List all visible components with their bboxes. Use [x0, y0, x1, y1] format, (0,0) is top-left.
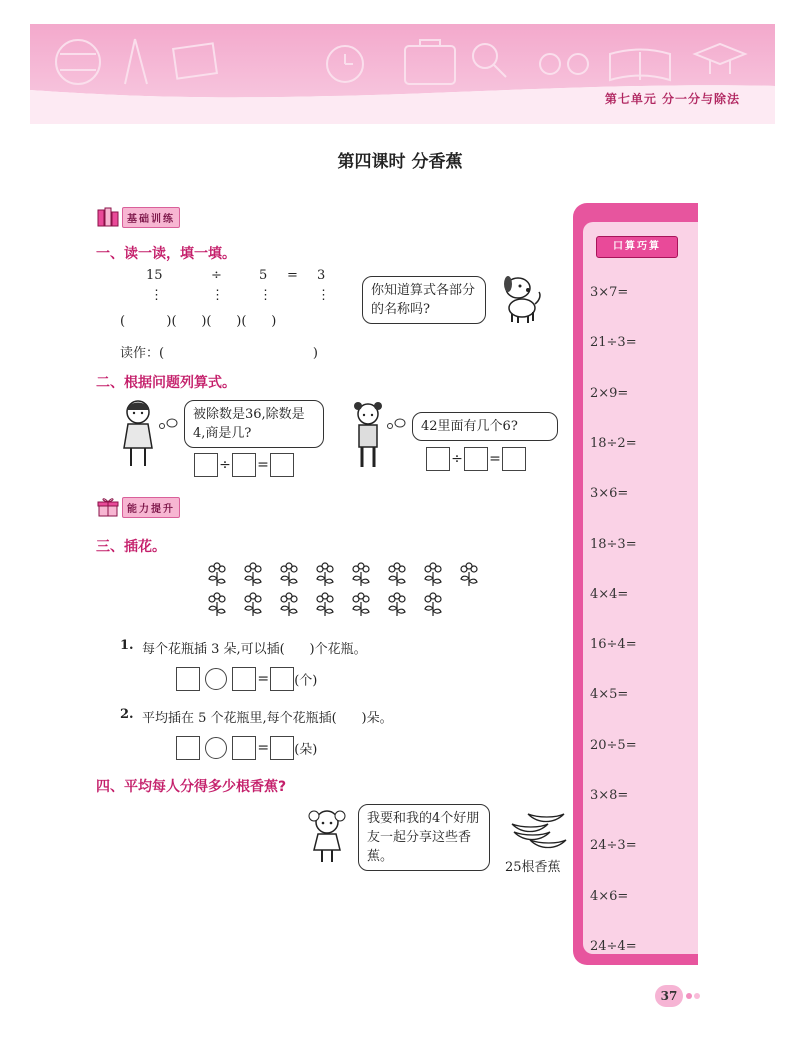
s2-right-bubble: 42里面有几个6?	[412, 412, 558, 441]
flower-icon	[242, 590, 264, 618]
div-sign: ÷	[451, 451, 463, 467]
flower-icon	[206, 590, 228, 618]
girl-icon	[350, 400, 386, 472]
banana-count-label: 25根香蕉	[505, 860, 561, 875]
q2-number: 2.	[120, 707, 134, 722]
flower-icon	[314, 560, 336, 588]
answer-box[interactable]	[194, 453, 218, 477]
s1-dots-1: ⋮	[150, 288, 163, 303]
operator-circle[interactable]	[205, 668, 227, 690]
s1-read-as[interactable]: 读作：( )	[120, 346, 318, 361]
s1-eq-sign: =	[287, 268, 298, 283]
answer-box[interactable]	[270, 453, 294, 477]
advanced-label: 能力提升	[122, 497, 180, 518]
sidebar-equation: 4×6=	[590, 889, 629, 904]
s1-dots-4: ⋮	[317, 288, 330, 303]
sidebar-equation: 21÷3=	[590, 335, 637, 350]
sidebar-equation: 3×6=	[590, 486, 629, 501]
eq-sign: =	[257, 457, 269, 473]
q2-unit: (朵)	[294, 742, 318, 758]
q1-unit: (个)	[294, 673, 318, 689]
flower-icon	[242, 560, 264, 588]
eq-sign: =	[257, 740, 270, 756]
advanced-badge	[96, 496, 180, 518]
thought-dots-icon	[158, 416, 178, 430]
header-illustration	[30, 24, 775, 124]
answer-box[interactable]	[232, 736, 256, 760]
sidebar-equation: 18÷3=	[590, 537, 637, 552]
sidebar-equation: 4×4=	[590, 587, 629, 602]
girl-icon	[306, 806, 348, 864]
flower-icon	[422, 590, 444, 618]
flower-icon	[350, 590, 372, 618]
answer-box[interactable]	[502, 447, 526, 471]
sidebar-equation: 16÷4=	[590, 637, 637, 652]
section1-title: 一、读一读，填一填。	[96, 246, 236, 262]
s1-quotient: 3	[317, 268, 326, 283]
q1-text: 每个花瓶插 3 朵,可以插( )个花瓶。	[142, 642, 367, 657]
q1-equation	[176, 667, 317, 691]
s4-speech-bubble: 我要和我的4个好朋友一起分享这些香蕉。	[358, 804, 490, 871]
operator-circle[interactable]	[205, 737, 227, 759]
lesson-title: 第四课时 分香蕉	[337, 152, 463, 172]
thought-dots-icon	[386, 416, 406, 430]
dog-icon	[498, 270, 542, 324]
s1-dividend: 15	[146, 268, 163, 283]
div-sign: ÷	[219, 457, 231, 473]
s1-speech-bubble: 你知道算式各部分的名称吗?	[362, 276, 486, 324]
s1-divisor: 5	[259, 268, 268, 283]
flower-icon	[350, 560, 372, 588]
sidebar-equation: 3×7=	[590, 285, 629, 300]
answer-box[interactable]	[232, 667, 256, 691]
answer-box[interactable]	[426, 447, 450, 471]
q1-number: 1.	[120, 638, 134, 653]
answer-box[interactable]	[232, 453, 256, 477]
sidebar-equation: 20÷5=	[590, 738, 637, 753]
flower-icon	[206, 560, 228, 588]
sidebar-equation: 4×5=	[590, 687, 629, 702]
answer-box[interactable]	[176, 736, 200, 760]
eq-sign: =	[489, 451, 501, 467]
flower-icon	[422, 560, 444, 588]
girl-icon	[118, 398, 158, 470]
s2-right-equation	[426, 447, 526, 471]
s1-div-sign: ÷	[211, 268, 222, 283]
flowers-group	[200, 560, 500, 624]
q2-equation	[176, 736, 317, 760]
sidebar-equation: 24÷3=	[590, 838, 637, 853]
section4-title: 四、平均每人分得多少根香蕉?	[96, 779, 287, 795]
eq-sign: =	[257, 671, 270, 687]
s2-left-equation	[194, 453, 294, 477]
page-dot	[694, 993, 700, 999]
sidebar-equation: 24÷4=	[590, 939, 637, 954]
s2-left-bubble: 被除数是36,除数是4,商是几?	[184, 400, 324, 448]
unit-title: 第七单元 分一分与除法	[604, 92, 740, 106]
q2-text: 平均插在 5 个花瓶里,每个花瓶插( )朵。	[142, 711, 393, 726]
section2-title: 二、根据问题列算式。	[96, 375, 236, 391]
answer-box[interactable]	[270, 736, 294, 760]
banana-bunch-icon	[508, 804, 568, 852]
flower-icon	[314, 590, 336, 618]
sidebar-title: 口算巧算	[596, 236, 678, 258]
sidebar-equation: 3×8=	[590, 788, 629, 803]
flower-icon	[458, 560, 480, 588]
s1-dots-3: ⋮	[259, 288, 272, 303]
sidebar-equation: 18÷2=	[590, 436, 637, 451]
answer-box[interactable]	[464, 447, 488, 471]
page-dot	[686, 993, 692, 999]
flower-icon	[278, 560, 300, 588]
s1-name-blanks[interactable]: ( )( )( )( )	[120, 314, 277, 329]
answer-box[interactable]	[270, 667, 294, 691]
answer-box[interactable]	[176, 667, 200, 691]
flower-icon	[278, 590, 300, 618]
s1-dots-2: ⋮	[211, 288, 224, 303]
gift-icon	[96, 496, 120, 518]
basic-training-label: 基础训练	[122, 207, 180, 228]
header-banner	[30, 24, 775, 124]
basic-training-badge	[96, 206, 180, 228]
section3-title: 三、插花。	[96, 539, 166, 555]
flower-icon	[386, 590, 408, 618]
sidebar-equation: 2×9=	[590, 386, 629, 401]
flower-icon	[386, 560, 408, 588]
page-number: 37	[655, 985, 683, 1007]
books-icon	[96, 206, 120, 228]
